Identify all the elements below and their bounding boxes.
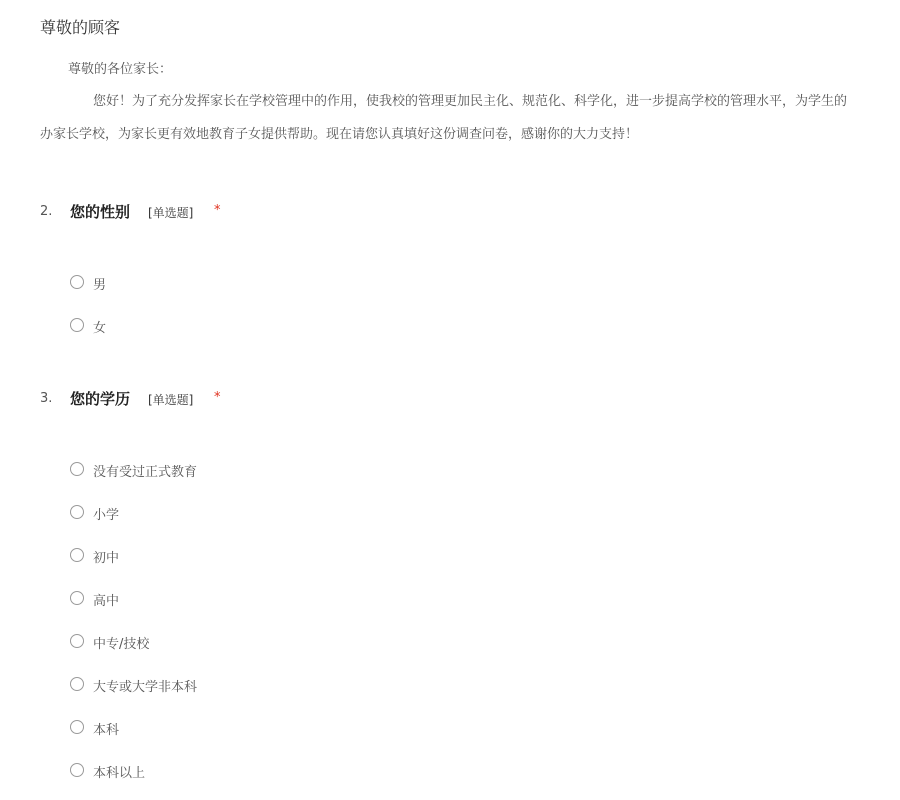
question-title: 您的性别 [70, 203, 131, 221]
radio-button[interactable] [70, 720, 84, 734]
option-label: 中专/技校 [93, 637, 150, 652]
radio-button[interactable] [70, 275, 84, 289]
radio-button[interactable] [70, 677, 84, 691]
question-number: 2. [40, 204, 53, 219]
question-number: 3. [40, 391, 53, 406]
radio-button[interactable] [70, 634, 84, 648]
radio-button[interactable] [70, 548, 84, 562]
radio-button[interactable] [70, 318, 84, 332]
option-label: 女 [93, 321, 107, 336]
radio-button[interactable] [70, 763, 84, 777]
option-label: 男 [93, 278, 107, 293]
page-title: 尊敬的顾客 [40, 18, 121, 37]
question-header [40, 201, 880, 225]
radio-button[interactable] [70, 591, 84, 605]
question-education [40, 388, 880, 781]
required-marker: * [214, 390, 221, 405]
question-header [40, 388, 880, 412]
question-type-label: [单选题] [148, 393, 194, 407]
option-label: 小学 [93, 508, 120, 523]
question-type-label: [单选题] [148, 206, 194, 220]
radio-button[interactable] [70, 462, 84, 476]
option-label: 本科 [93, 723, 120, 738]
option-label: 没有受过正式教育 [93, 465, 198, 480]
radio-button[interactable] [70, 505, 84, 519]
option-label: 大专或大学非本科 [93, 680, 198, 695]
option-label: 高中 [93, 594, 120, 609]
intro-paragraph-line-2: 办家长学校，为家长更有效地教育子女提供帮助。现在请您认真填好这份调查问卷，感谢你的大力支持！ [40, 127, 639, 142]
intro-paragraph-line-1: 您好！为了充分发挥家长在学校管理中的作用，使我校的管理更加民主化、规范化、科学化，进一步提高学校的管理水平，为学生的 [93, 94, 848, 109]
intro-salutation: 尊敬的各位家长： [68, 62, 173, 77]
option-label: 本科以上 [93, 766, 146, 781]
question-gender [40, 201, 880, 336]
question-title: 您的学历 [70, 390, 131, 408]
option-label: 初中 [93, 551, 120, 566]
required-marker: * [214, 203, 221, 218]
